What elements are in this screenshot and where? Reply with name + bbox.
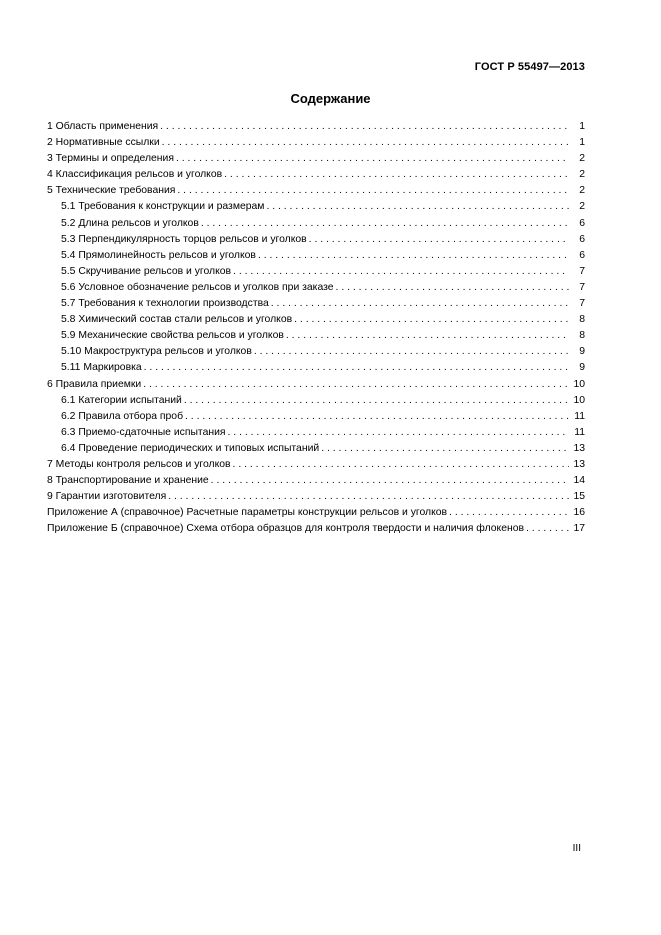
toc-leader-dots	[201, 216, 569, 232]
toc-leader-dots	[233, 457, 569, 473]
toc-leader-dots	[271, 296, 569, 312]
toc-entry[interactable]	[47, 425, 585, 441]
toc-entry-page: 11	[574, 426, 585, 438]
table-of-contents	[47, 119, 585, 537]
toc-entry[interactable]	[47, 457, 585, 473]
toc-leader-dots	[233, 264, 569, 280]
toc-entry-page: 13	[573, 458, 585, 470]
toc-entry-label: 1 Область применения	[47, 121, 159, 132]
toc-entry[interactable]	[47, 183, 585, 199]
toc-entry-label: 5.11 Маркировка	[61, 362, 142, 374]
toc-entry[interactable]	[47, 135, 585, 151]
toc-entry-page: 17	[573, 523, 585, 535]
toc-entry[interactable]	[47, 409, 585, 425]
toc-entry-page: 11	[574, 410, 585, 422]
toc-entry-label: 5.10 Макроструктура рельсов и уголков	[61, 346, 252, 358]
toc-entry-label: 5.3 Перпендикулярность торцов рельсов и уголков	[61, 233, 307, 245]
toc-entry-label: 2 Нормативные ссылки	[47, 137, 160, 149]
toc-leader-dots	[258, 248, 569, 264]
toc-entry-label: 5.1 Требования к конструкции и размерам	[61, 201, 265, 213]
toc-entry[interactable]	[47, 505, 585, 521]
toc-entry[interactable]	[47, 377, 585, 393]
toc-entry[interactable]	[47, 216, 585, 232]
toc-leader-dots	[144, 360, 569, 376]
toc-entry-label: 5.6 Условное обозначение рельсов и уголков при заказе	[61, 281, 334, 293]
toc-entry-page: 2	[579, 201, 585, 213]
toc-leader-dots	[162, 135, 569, 151]
toc-entry-label: Приложение Б (справочное) Схема отбора образцов для контроля твердости и наличия флокенов	[47, 523, 525, 535]
toc-entry-label: Приложение А (справочное) Расчетные параметры конструкции рельсов и уголков	[47, 507, 448, 519]
toc-entry[interactable]	[47, 360, 585, 376]
toc-entry-label: 7 Методы контроля рельсов и уголков	[47, 458, 231, 470]
toc-entry-page: 15	[573, 491, 585, 503]
toc-entry-page: 7	[579, 298, 585, 310]
toc-leader-dots	[228, 425, 569, 441]
toc-entry-page: 9	[579, 346, 585, 358]
toc-leader-dots	[224, 167, 569, 183]
toc-leader-dots	[336, 280, 569, 296]
toc-entry[interactable]	[47, 521, 585, 537]
toc-entry-page: 13	[573, 442, 585, 454]
toc-leader-dots	[184, 393, 569, 409]
page-number: III	[572, 843, 581, 854]
toc-entry-page: 1	[579, 137, 585, 149]
toc-entry-label: 5.7 Требования к технологии производства	[61, 298, 269, 310]
toc-entry[interactable]	[47, 489, 585, 505]
toc-entry-label: 6.1 Категории испытаний	[61, 394, 182, 406]
toc-entry-page: 7	[579, 281, 585, 293]
toc-entry-label: 5 Технические требования	[47, 185, 176, 197]
toc-entry[interactable]	[47, 119, 585, 135]
toc-title: Содержание	[290, 91, 371, 106]
toc-entry-page: 8	[579, 330, 585, 342]
toc-leader-dots	[449, 505, 569, 521]
toc-entry-label: 5.9 Механические свойства рельсов и уголков	[61, 330, 284, 342]
toc-leader-dots	[526, 521, 569, 537]
toc-entry-label: 5.5 Скручивание рельсов и уголков	[61, 265, 232, 277]
toc-leader-dots	[160, 119, 569, 135]
toc-entry[interactable]	[47, 151, 585, 167]
toc-entry-page: 16	[573, 507, 585, 519]
toc-entry-label: 4 Классификация рельсов и уголков	[47, 169, 223, 181]
toc-entry-label: 5.8 Химический состав стали рельсов и уголков	[61, 314, 293, 326]
toc-entry-page: 6	[579, 217, 585, 229]
toc-entry[interactable]	[47, 167, 585, 183]
toc-entry-label: 3 Термины и определения	[47, 153, 174, 165]
toc-leader-dots	[143, 377, 569, 393]
toc-leader-dots	[286, 328, 569, 344]
toc-entry-page: 6	[579, 249, 585, 261]
toc-entry-page: 7	[579, 265, 585, 277]
toc-entry-page: 2	[579, 169, 585, 181]
toc-entry-page: 10	[573, 378, 585, 390]
toc-entry-label: 6.2 Правила отбора проб	[61, 410, 184, 422]
toc-entry[interactable]	[47, 344, 585, 360]
toc-leader-dots	[309, 232, 569, 248]
toc-leader-dots	[211, 473, 569, 489]
toc-leader-dots	[266, 199, 569, 215]
toc-leader-dots	[185, 409, 569, 425]
toc-entry[interactable]	[47, 248, 585, 264]
toc-leader-dots	[254, 344, 569, 360]
toc-entry-label: 9 Гарантии изготовителя	[47, 491, 167, 503]
toc-entry-page: 9	[579, 362, 585, 374]
toc-entry-page: 1	[579, 121, 585, 132]
toc-entry-page: 2	[579, 153, 585, 165]
toc-entry-page: 6	[579, 233, 585, 245]
toc-entry[interactable]	[47, 232, 585, 248]
toc-entry[interactable]	[47, 296, 585, 312]
toc-entry-page: 14	[573, 475, 585, 487]
toc-entry[interactable]	[47, 393, 585, 409]
toc-entry-label: 6.3 Приемо-сдаточные испытания	[61, 426, 226, 438]
toc-entry-label: 8 Транспортирование и хранение	[47, 475, 209, 487]
toc-entry-page: 8	[579, 314, 585, 326]
toc-leader-dots	[168, 489, 569, 505]
toc-entry-label: 5.2 Длина рельсов и уголков	[61, 217, 199, 229]
toc-entry[interactable]	[47, 264, 585, 280]
toc-entry[interactable]	[47, 280, 585, 296]
toc-entry-page: 10	[573, 394, 585, 406]
toc-leader-dots	[177, 183, 569, 199]
document-code: ГОСТ Р 55497—2013	[474, 61, 585, 73]
toc-entry[interactable]	[47, 473, 585, 489]
toc-entry-label: 5.4 Прямолинейность рельсов и уголков	[61, 249, 256, 261]
toc-entry-page: 2	[579, 185, 585, 197]
toc-entry-label: 6.4 Проведение периодических и типовых испытаний	[61, 442, 320, 454]
toc-leader-dots	[294, 312, 569, 328]
toc-entry[interactable]	[47, 328, 585, 344]
toc-entry[interactable]	[47, 199, 585, 215]
toc-entry[interactable]	[47, 312, 585, 328]
toc-leader-dots	[321, 441, 569, 457]
toc-entry-label: 6 Правила приемки	[47, 378, 142, 390]
toc-leader-dots	[176, 151, 569, 167]
toc-entry[interactable]	[47, 441, 585, 457]
